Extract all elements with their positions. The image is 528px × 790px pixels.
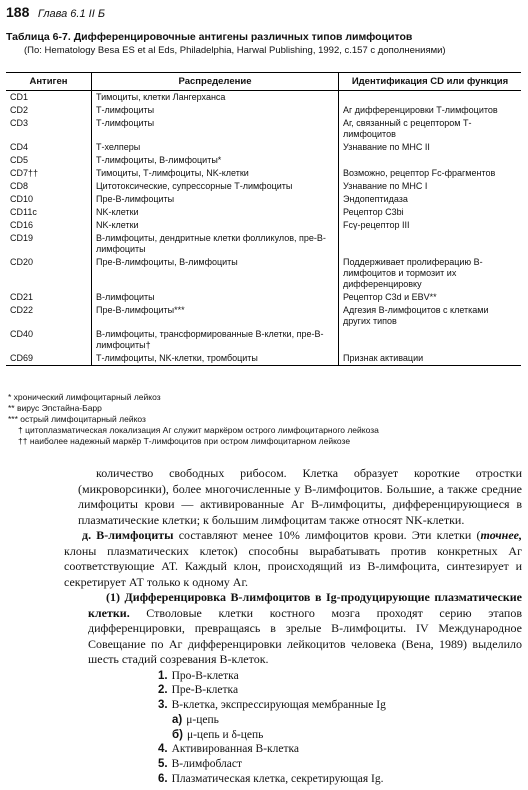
body-text: [64, 466, 522, 787]
table-row: [6, 117, 521, 141]
cell-distribution: Пре-В-лимфоциты***: [92, 304, 339, 328]
cell-function: Рецептор C3bi: [339, 206, 522, 219]
table-header-row: [6, 73, 521, 91]
list-text: Пре-В-клетка: [171, 684, 239, 697]
cell-distribution: В-лимфоциты, дендритные клетки фолликулов, пре-В-лимфоциты: [92, 232, 339, 256]
paragraph-differentiation: [88, 590, 522, 668]
footnote: * хронический лимфоцитарный лейкоз: [8, 392, 161, 402]
cell-distribution: Т-лимфоциты, NK-клетки, тромбоциты: [92, 352, 339, 366]
cell-antigen: CD16: [10, 220, 34, 230]
stages-list: [78, 669, 522, 787]
footnote: ** вирус Эпстайна-Барр: [8, 403, 102, 413]
list-text: μ-цепь: [186, 713, 219, 726]
cell-function: Поддерживает пролиферацию В-лимфоцитов и тормозит их дифференцировку: [339, 256, 522, 291]
list-number: б): [172, 728, 183, 741]
list-text: μ-цепь и δ-цепь: [186, 728, 264, 741]
cell-distribution: Т-лимфоциты: [92, 117, 339, 141]
cell-distribution: Тимоциты, клетки Лангерханса: [92, 91, 339, 105]
section-label: д. В-лимфоциты: [82, 528, 174, 542]
text-run: Стволовые клетки костного мозга проходят серию этапов дифференцировки, превращаясь в зрелые В-лимфоциты. IV Международное Совещание по Аг дифференцировки лейкоцитов человека (Вена, 1989) выделило шесть стадий созревания В-клеток.: [88, 605, 522, 666]
list-item: [158, 669, 522, 684]
column-header-distribution: Распределение: [92, 73, 339, 91]
cell-antigen: CD8: [10, 181, 29, 191]
cell-function: Адгезия В-лимфоцитов с клетками других типов: [339, 304, 522, 328]
text-run: составляют менее 10% лимфоцитов крови. Эти клетки (: [173, 528, 481, 542]
cell-function: Признак активации: [339, 352, 522, 366]
emphasis: точнее,: [480, 528, 522, 542]
table-row: [6, 193, 521, 206]
list-number: 5.: [158, 758, 168, 771]
list-item: [158, 742, 522, 757]
cell-antigen: CD40: [10, 329, 34, 339]
list-number: 6.: [158, 773, 168, 786]
table-row: [6, 154, 521, 167]
cell-antigen: CD69: [6, 352, 92, 366]
table-row: [6, 91, 521, 105]
cell-function: [339, 328, 522, 352]
list-number: 2.: [158, 684, 168, 697]
cell-antigen: CD21: [10, 292, 34, 302]
cell-function: Рецептор C3d и EBV**: [339, 291, 522, 304]
cell-function: Узнавание по МНС I: [339, 180, 522, 193]
subsection-heading: (1) Дифференцировка В-лимфоцитов в Ig-продуцирующие плазматические клетки.: [88, 590, 522, 620]
cell-antigen: CD20: [10, 257, 34, 267]
list-text: В-лимфобласт: [171, 758, 243, 771]
table-source: (По: Hematology Besa ES et al Eds, Philadelphia, Harwal Publishing, 1992, c.157 с дополнениями): [24, 45, 446, 56]
list-text: Про-В-клетка: [171, 669, 239, 682]
cell-function: [339, 154, 522, 167]
cell-antigen: CD1: [10, 92, 29, 102]
paragraph: количество свободных рибосом. Клетка образует короткие отростки (микроворсинки), более многочисленные у В-лимфоцитов. Большие, а также средние лимфоциты крови — активированные Аг В-лимфоциты, дифференцирующиеся в плазматические клетки; к большим лимфоцитам также относят NK-клетки.: [78, 466, 522, 527]
list-text: Активированная В-клетка: [171, 743, 300, 756]
table-row: [6, 219, 521, 232]
cell-antigen: CD3: [10, 118, 29, 128]
cell-antigen: CD4: [10, 142, 29, 152]
cell-antigen: CD7††: [10, 168, 39, 178]
page-number: 188: [6, 4, 30, 20]
list-text: В-клетка, экспрессирующая мембранные Ig: [171, 699, 386, 712]
list-number: 4.: [158, 743, 168, 756]
table-row: [6, 291, 521, 304]
list-item: [158, 698, 522, 713]
table-row: [6, 167, 521, 180]
cell-function: Узнавание по МНС II: [339, 141, 522, 154]
list-number: 3.: [158, 699, 168, 712]
table-row: [6, 304, 521, 328]
cell-antigen: CD5: [10, 155, 29, 165]
cell-antigen: CD2: [10, 105, 29, 115]
cell-distribution: Цитотоксические, супрессорные Т-лимфоциты: [92, 180, 339, 193]
cell-distribution: Т-лимфоциты, В-лимфоциты*: [92, 154, 339, 167]
table-row: [6, 206, 521, 219]
paragraph-b-lymphocytes: [64, 528, 522, 590]
table-footnotes: [8, 392, 520, 447]
table-row: [6, 256, 521, 291]
cell-distribution: NK-клетки: [92, 206, 339, 219]
footnote: *** острый лимфоцитарный лейкоз: [8, 414, 146, 424]
list-number: а): [172, 713, 183, 726]
cell-distribution: Т-хелперы: [92, 141, 339, 154]
cell-distribution: Тимоциты, Т-лимфоциты, NK-клетки: [92, 167, 339, 180]
table-row: [6, 141, 521, 154]
cell-distribution: NK-клетки: [92, 219, 339, 232]
cell-function: [339, 91, 522, 105]
table-row: [6, 180, 521, 193]
cell-antigen: CD11c: [10, 207, 37, 217]
table-row: [6, 232, 521, 256]
text-run: клоны плазматических клеток) способны вырабатывать против конкретных Аг соответствующие АТ. Каждый клон, происходящий из В-лимфоцита, синтезирует и секретирует АТ только к одному Аг.: [64, 543, 522, 589]
list-item: [158, 757, 522, 772]
cell-function: [339, 232, 522, 256]
list-item: [158, 683, 522, 698]
table-caption: [6, 30, 521, 58]
list-item: [158, 772, 522, 787]
cell-distribution: Пре-В-лимфоциты: [92, 193, 339, 206]
table-row: [6, 104, 521, 117]
cell-function: Возможно, рецептор Fc-фрагментов: [339, 167, 522, 180]
table-row: [6, 328, 521, 352]
cell-distribution: В-лимфоциты: [92, 291, 339, 304]
cell-function: Эндопептидаза: [339, 193, 522, 206]
column-header-antigen: Антиген: [6, 73, 92, 91]
list-text: Плазматическая клетка, секретирующая Ig.: [171, 773, 384, 786]
cell-function: Аг, связанный с рецептором Т-лимфоцитов: [339, 117, 522, 141]
cell-antigen: CD10: [10, 194, 34, 204]
cell-distribution: Пре-В-лимфоциты, В-лимфоциты: [92, 256, 339, 291]
footnote: †† наиболее надежный маркёр Т-лимфоцитов при остром лимфоцитарном лейкозе: [18, 436, 351, 446]
page-header: [6, 4, 105, 22]
list-item: [158, 713, 522, 728]
cell-function: Fcγ-рецептор III: [339, 219, 522, 232]
table-title: Таблица 6-7. Дифференцировочные антигены различных типов лимфоцитов: [6, 31, 413, 43]
cell-distribution: Т-лимфоциты: [92, 104, 339, 117]
antigen-table: [6, 72, 521, 366]
column-header-function: Идентификация CD или функция: [339, 73, 522, 91]
cell-distribution: В-лимфоциты, трансформированные В-клетки, пре-В-лимфоциты†: [92, 328, 339, 352]
footnote: † цитоплазматическая локализация Аг служит маркёром острого лимфоцитарного лейкоза: [18, 425, 379, 435]
list-number: 1.: [158, 669, 168, 682]
list-item: [158, 728, 522, 743]
table-row: [6, 352, 521, 366]
cell-antigen: CD19: [10, 233, 34, 243]
running-title: Глава 6.1 II Б: [37, 8, 105, 20]
cell-function: Аг дифференцировки Т-лимфоцитов: [339, 104, 522, 117]
cell-antigen: CD22: [10, 305, 34, 315]
